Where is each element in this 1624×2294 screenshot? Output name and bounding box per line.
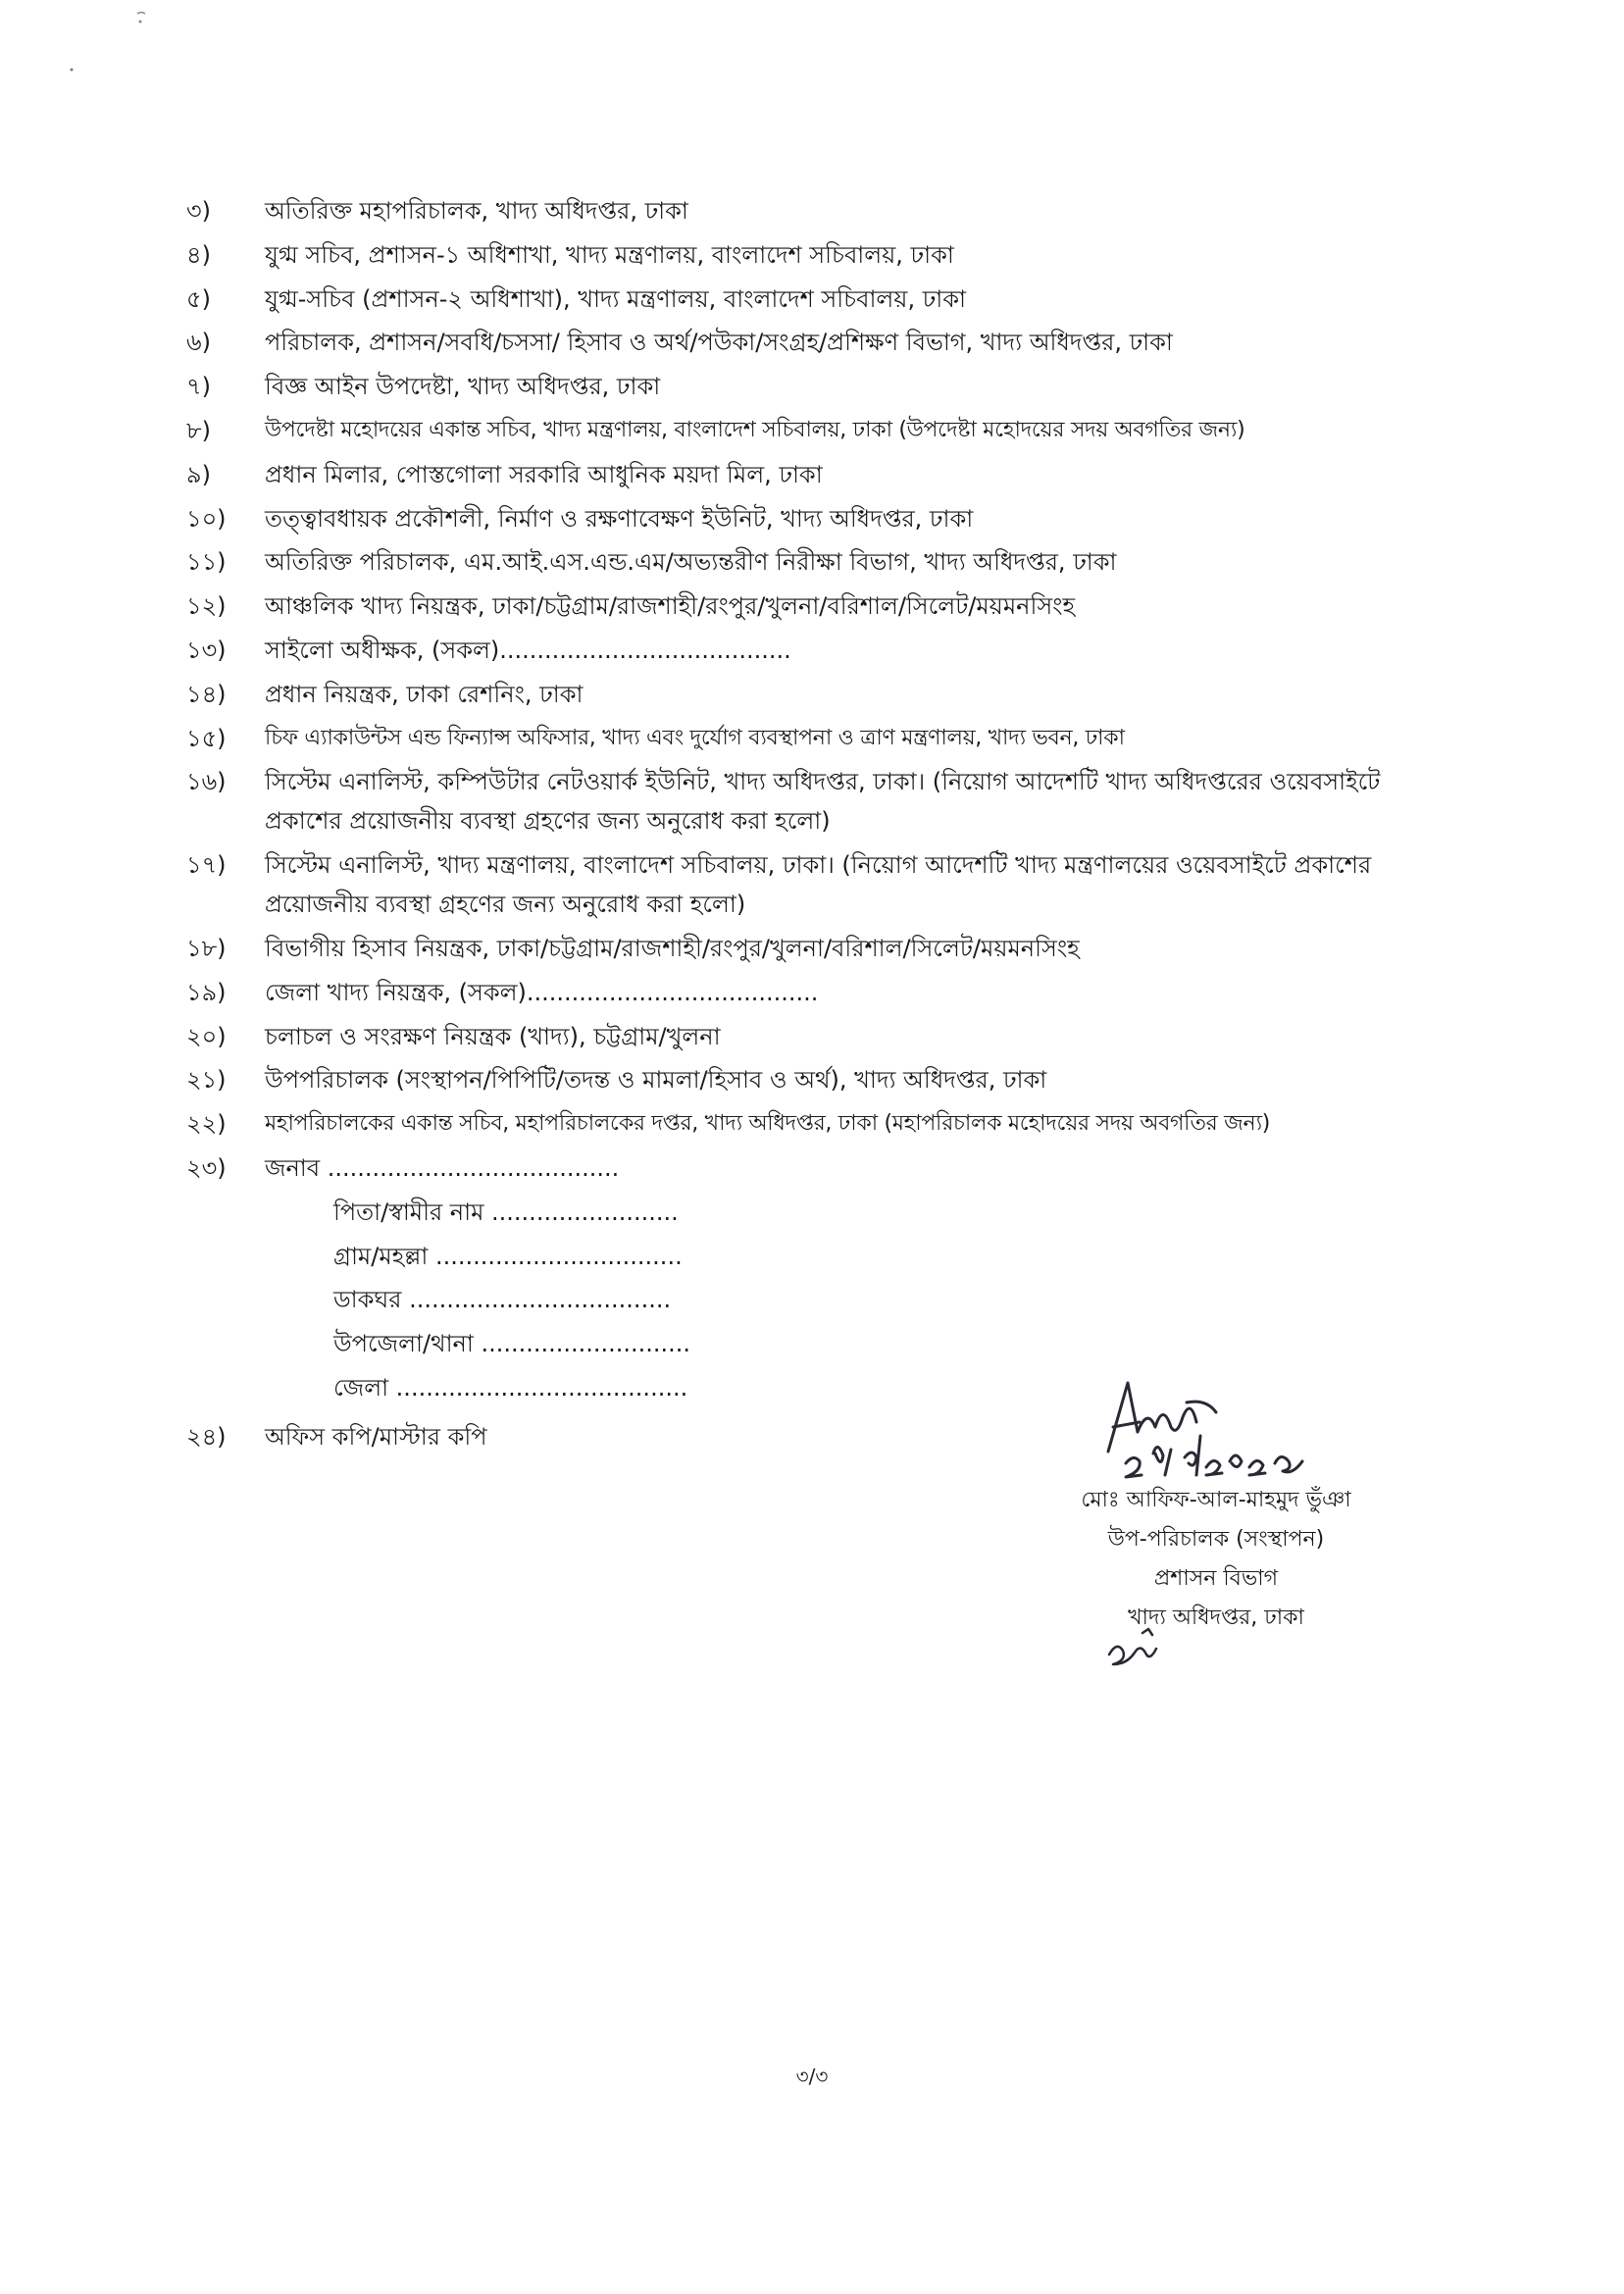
list-item bbox=[186, 973, 1422, 1012]
list-item-number: ২০) bbox=[186, 1022, 227, 1050]
signatory-department: প্রশাসন বিভাগ bbox=[1153, 1566, 1279, 1591]
list-item bbox=[186, 411, 1422, 450]
list-item-text: সাইলো অধীক্ষক, (সকল)....................................... bbox=[265, 636, 791, 664]
list-item bbox=[186, 719, 1422, 758]
list-item-number: ১৭) bbox=[186, 851, 227, 880]
list-item-text: উপপরিচালক (সংস্থাপন/পিপিটি/তদন্ত ও মামলা/হিসাব ও অর্থ), খাদ্য অধিদপ্তর, ঢাকা bbox=[265, 1066, 1047, 1095]
list-item-text: যুগ্ম সচিব, প্রশাসন-১ অধিশাখা, খাদ্য মন্ত্রণালয়, বাংলাদেশ সচিবালয়, ঢাকা bbox=[265, 240, 954, 269]
list-item-number: ২২) bbox=[186, 1110, 227, 1139]
list-item bbox=[186, 1060, 1422, 1099]
list-item-text: অতিরিক্ত পরিচালক, এম.আই.এস.এন্ড.এম/অভ্যন্তরীণ নিরীক্ষা বিভাগ, খাদ্য অধিদপ্তর, ঢাকা bbox=[265, 548, 1117, 577]
list-item bbox=[186, 542, 1422, 582]
list-item-text: উপদেষ্টা মহোদয়ের একান্ত সচিব, খাদ্য মন্ত্রণালয়, বাংলাদেশ সচিবালয়, ঢাকা (উপদেষ্টা মহোদয়ের সদয় অবগতির জন্য) bbox=[265, 417, 1245, 442]
list-item-text: জেলা খাদ্য নিয়ন্ত্রক, (সকল)....................................... bbox=[265, 978, 819, 1006]
address-line-father: পিতা/স্বামীর নাম ......................... bbox=[333, 1198, 679, 1226]
list-item-text: অফিস কপি/মাস্টার কপি bbox=[265, 1422, 487, 1451]
list-item-text: আঞ্চলিক খাদ্য নিয়ন্ত্রক, ঢাকা/চট্টগ্রাম/রাজশাহী/রংপুর/খুলনা/বরিশাল/সিলেট/ময়মনসিংহ bbox=[265, 592, 1076, 621]
initial-mark bbox=[1103, 1623, 1172, 1672]
list-item-number: ১২) bbox=[186, 592, 227, 621]
list-item-text: অতিরিক্ত মহাপরিচালক, খাদ্য অধিদপ্তর, ঢাকা bbox=[265, 197, 688, 225]
page-number: ৩/৩ bbox=[795, 2065, 829, 2088]
signatory-office: খাদ্য অধিদপ্তর, ঢাকা bbox=[1128, 1606, 1304, 1630]
address-line-village: গ্রাম/মহল্লা ................................. bbox=[333, 1242, 683, 1270]
list-item bbox=[186, 631, 1422, 670]
address-line-district: জেলা ....................................... bbox=[333, 1373, 688, 1402]
address-line-post-office: ডাকঘর ................................... bbox=[333, 1286, 672, 1314]
list-item bbox=[186, 455, 1422, 494]
list-item bbox=[186, 845, 1422, 924]
address-line-upazila: উপজেলা/থানা ............................ bbox=[333, 1330, 691, 1358]
list-item-number: ১৪) bbox=[186, 680, 227, 708]
list-item bbox=[186, 499, 1422, 538]
list-item-number: ৫) bbox=[186, 284, 211, 313]
list-item-number: ১১) bbox=[186, 548, 227, 577]
list-item-number: ৯) bbox=[186, 460, 211, 488]
list-item-number: ১৮) bbox=[186, 934, 227, 962]
list-item bbox=[186, 762, 1422, 841]
list-item-text: বিজ্ঞ আইন উপদেষ্টা, খাদ্য অধিদপ্তর, ঢাকা bbox=[265, 373, 661, 401]
list-item-number: ৬) bbox=[186, 329, 211, 357]
list-item bbox=[186, 191, 1422, 230]
signatory-name: মোঃ আফিফ-আল-মাহমুদ ভুঁঞা bbox=[1081, 1488, 1351, 1512]
list-item bbox=[186, 586, 1422, 626]
list-item-number: ১৬) bbox=[186, 768, 227, 796]
list-item-number: ১০) bbox=[186, 504, 227, 533]
list-item-number: ২১) bbox=[186, 1066, 227, 1095]
list-item-number: ১৫) bbox=[186, 724, 227, 752]
list-item bbox=[186, 280, 1422, 319]
list-item bbox=[186, 323, 1422, 362]
list-item bbox=[186, 1017, 1422, 1056]
list-item bbox=[186, 367, 1422, 406]
list-item-number: ৭) bbox=[186, 373, 211, 401]
list-item-text: চিফ এ্যাকাউন্টস এন্ড ফিন্যান্স অফিসার, খাদ্য এবং দুর্যোগ ব্যবস্থাপনা ও ত্রাণ মন্ত্রণালয়, খাদ্য ভবন, ঢাকা bbox=[265, 725, 1125, 750]
list-item-text: পরিচালক, প্রশাসন/সবধি/চসসা/ হিসাব ও অর্থ/পউকা/সংগ্রহ/প্রশিক্ষণ বিভাগ, খাদ্য অধিদপ্তর, ঢাকা bbox=[265, 329, 1173, 357]
list-item-number: ১৯) bbox=[186, 978, 227, 1006]
handwritten-signature bbox=[1069, 1373, 1363, 1481]
list-item-text: সিস্টেম এনালিস্ট, কম্পিউটার নেটওয়ার্ক ইউনিট, খাদ্য অধিদপ্তর, ঢাকা। (নিয়োগ আদেশটি খাদ্য অধিদপ্তরের ওয়েবসাইটে প্রকাশের প্রয়োজনীয় ব্যবস্থা গ্রহণের জন্য অনুরোধ করা হলো) bbox=[265, 768, 1381, 836]
list-item-number: ৪) bbox=[186, 240, 211, 269]
list-item-number: ৩) bbox=[186, 197, 211, 225]
list-item-text: সিস্টেম এনালিস্ট, খাদ্য মন্ত্রণালয়, বাংলাদেশ সচিবালয়, ঢাকা। (নিয়োগ আদেশটি খাদ্য মন্ত্রণালয়ের ওয়েবসাইটে প্রকাশের প্রয়োজনীয় ব্যবস্থা গ্রহণের জন্য অনুরোধ করা হলো) bbox=[265, 851, 1372, 919]
list-item-text: চলাচল ও সংরক্ষণ নিয়ন্ত্রক (খাদ্য), চট্টগ্রাম/খুলনা bbox=[265, 1022, 721, 1050]
list-item-number: ২৩) bbox=[186, 1153, 227, 1182]
list-item bbox=[186, 1104, 1422, 1144]
list-item bbox=[186, 235, 1422, 275]
distribution-list bbox=[186, 191, 1422, 1460]
list-item-text: তত্ত্বাবধায়ক প্রকৌশলী, নির্মাণ ও রক্ষণাবেক্ষণ ইউনিট, খাদ্য অধিদপ্তর, ঢাকা bbox=[265, 504, 974, 533]
signatory-designation: উপ-পরিচালক (সংস্থাপন) bbox=[1107, 1527, 1325, 1552]
address-line-name: জনাব ....................................... bbox=[265, 1153, 620, 1182]
list-item-text: প্রধান মিলার, পোস্তগোলা সরকারি আধুনিক ময়দা মিল, ঢাকা bbox=[265, 460, 823, 488]
list-item bbox=[186, 929, 1422, 968]
signature-block bbox=[1040, 1373, 1393, 1638]
list-item-number: ৮) bbox=[186, 416, 211, 444]
list-item-text: যুগ্ম-সচিব (প্রশাসন-২ অধিশাখা), খাদ্য মন্ত্রণালয়, বাংলাদেশ সচিবালয়, ঢাকা bbox=[265, 284, 966, 313]
list-item-text: মহাপরিচালকের একান্ত সচিব, মহাপরিচালকের দপ্তর, খাদ্য অধিদপ্তর, ঢাকা (মহাপরিচালক মহোদয়ের সদয় অবগতির জন্য) bbox=[265, 1111, 1271, 1137]
list-item bbox=[186, 675, 1422, 714]
list-item-text: প্রধান নিয়ন্ত্রক, ঢাকা রেশনিং, ঢাকা bbox=[265, 680, 584, 708]
list-item-number: ২৪) bbox=[186, 1422, 227, 1451]
list-item-text: বিভাগীয় হিসাব নিয়ন্ত্রক, ঢাকা/চট্টগ্রাম/রাজশাহী/রংপুর/খুলনা/বরিশাল/সিলেট/ময়মনসিংহ bbox=[265, 934, 1080, 962]
list-item-number: ১৩) bbox=[186, 636, 227, 664]
